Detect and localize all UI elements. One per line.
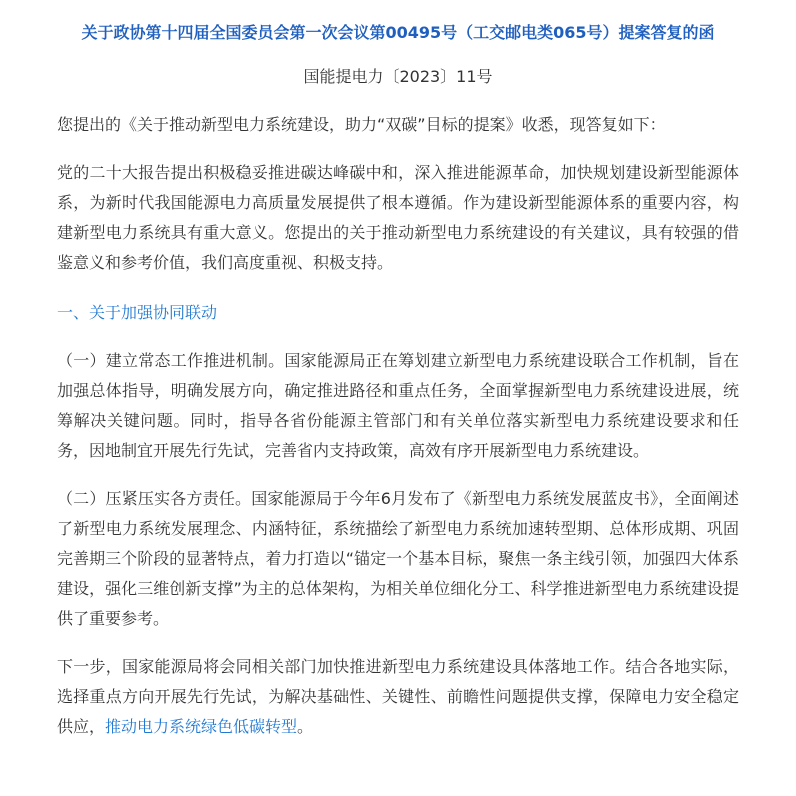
- item-two-paragraph: （二）压紧压实各方责任。国家能源局于今年6月发布了《新型电力系统发展蓝皮书》，全面阐述了新型电力系统发展理念、内涵特征，系统描绘了新型电力系统加速转型期、总体形成期、巩固完善期三个阶段的显著特点，着力打造以“锚定一个基本目标，聚焦一条主线引领，加强四大体系建设，强化三维创新支撑”为主的总体架构，为相关单位细化分工、科学推进新型电力系统建设提供了重要参考。: [57, 489, 739, 628]
- item-one-paragraph: （一）建立常态工作推进机制。国家能源局正在筹划建立新型电力系统建设联合工作机制，旨在加强总体指导，明确发展方向，确定推进路径和重点任务，全面掌握新型电力系统建设进展，统筹解决关键问题。同时，指导各省份能源主管部门和有关单位落实新型电力系统建设要求和任务，因地制宜开展先行先试，完善省内支持政策，高效有序开展新型电力系统建设。: [57, 351, 739, 460]
- next-step-end: 。: [297, 717, 314, 736]
- next-step-text: 下一步，国家能源局将会同相关部门加快推进新型电力系统建设具体落地工作。结合各地实际，选择重点方向开展先行先试，为解决基础性、关键性、前瞻性问题提供支撑，保障电力安全稳定供应，: [57, 657, 739, 736]
- document-title: 关于政协第十四届全国委员会第一次会议第00495号（工交邮电类065号）提案答复的函: [81, 23, 715, 42]
- next-step-paragraph: [57, 652, 739, 742]
- intro-paragraph: 党的二十大报告提出积极稳妥推进碳达峰碳中和，深入推进能源革命，加快规划建设新型能源体系，为新时代我国能源电力高质量发展提供了根本遵循。作为建设新型能源体系的重要内容，构建新型电力系统具有重大意义。您提出的关于推动新型电力系统建设的有关建议，具有较强的借鉴意义和参考价值，我们高度重视、积极支持。: [57, 163, 739, 272]
- greeting-paragraph: 您提出的《关于推动新型电力系统建设，助力“双碳”目标的提案》收悉，现答复如下：: [57, 115, 666, 134]
- document-number: 国能提电力〔2023〕11号: [303, 67, 493, 86]
- section-heading-collaboration: 一、关于加强协同联动: [57, 303, 218, 322]
- green-transition-link[interactable]: 推动电力系统绿色低碳转型: [105, 717, 298, 736]
